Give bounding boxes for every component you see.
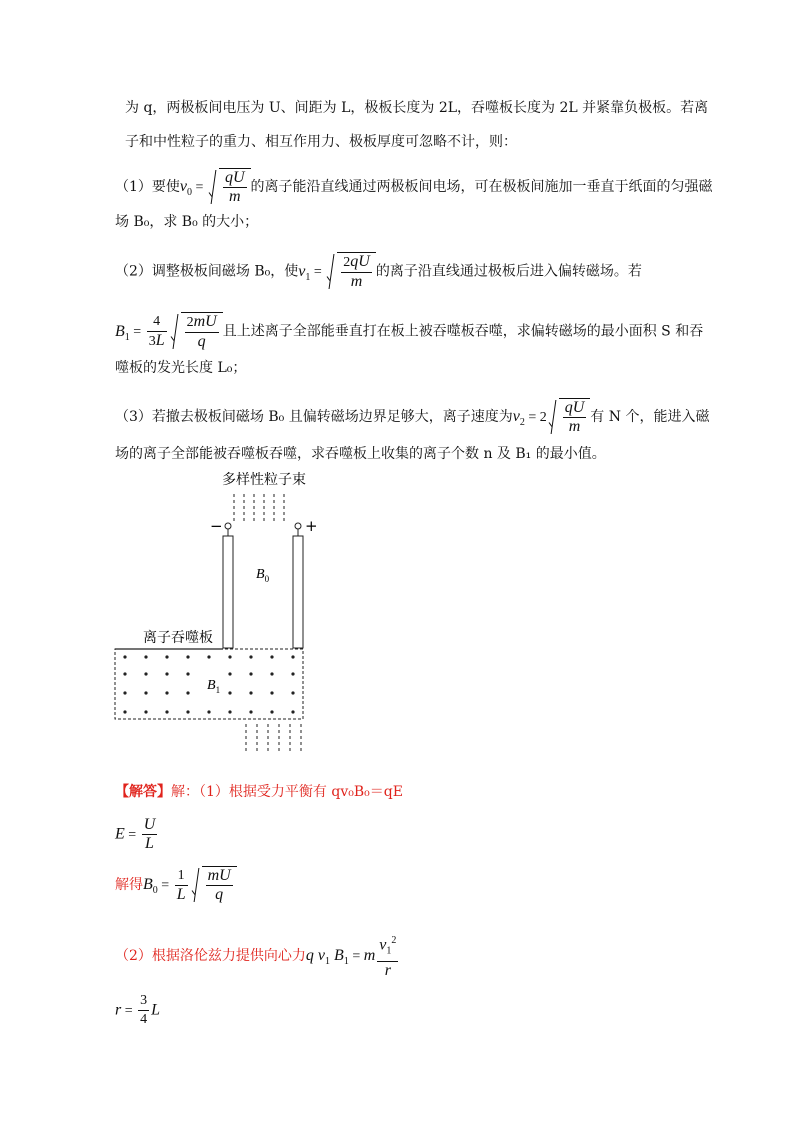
positive-terminal <box>295 523 301 529</box>
solution-step-2-text: （2）根据洛伦兹力提供向心力 <box>115 947 306 964</box>
q3-prefix: （3）若撤去极板间磁场 B₀ 且偏转磁场边界足够大，离子速度为 <box>115 409 513 425</box>
frac-4-3L: $\frac{4}{3L}$ <box>148 313 165 349</box>
q2-line2-suffix: 且上述离子全部能垂直打在板上被吞噬板吞噬，求偏转磁场的最小面积 S 和吞 <box>222 323 704 340</box>
formula-v1: $v_1$ <box>298 262 311 283</box>
formula-r: r = $\frac{3}{4}$ L <box>115 993 161 1027</box>
formula-B0-result: 解得$B_0$ = $\frac{1}{L}$ $\frac{mU}{q}$ <box>115 866 237 904</box>
solution-header: 【解答】 <box>115 784 171 800</box>
sqrt-qU-m-2: $\frac{qU}{m}$ <box>549 398 591 436</box>
plus-sign: + <box>305 517 318 535</box>
particle-beam-bottom <box>246 724 301 754</box>
sqrt-2qU-m: $\frac{2qU}{m}$ <box>327 252 376 291</box>
b1-label: $B_1$ <box>207 678 221 695</box>
question-1: （1）要使$v_0$ = $\frac{qU}{m}$ 的离子能沿直线通过两极板间电场，可在极板间施加一垂直于纸面的匀强磁 <box>115 169 713 205</box>
solution-step-2: （2）根据洛伦兹力提供向心力q $v_1$ $B_1 = m$ $\frac{v_1^2}{r}$ <box>115 932 400 980</box>
question-1-line-2: 场 B₀，求 B₀ 的大小； <box>115 214 259 230</box>
solve-label: 解得 <box>115 877 143 893</box>
question-3-line-2: 场的离子全部能被吞噬板吞噬，求吞噬板上收集的离子个数 n 及 B₁ 的最小值。 <box>115 446 606 462</box>
b0-label: $B_0$ <box>256 567 270 584</box>
q2-prefix: （2）调整极板间磁场 B₀，使 <box>115 263 299 280</box>
problem-line-2: 子和中性粒子的重力、相互作用力、极板厚度可忽略不计，则： <box>125 134 517 150</box>
formula-E: E = $\frac{U}{L}$ <box>115 816 156 852</box>
minus-sign: − <box>210 517 223 535</box>
q3-suffix: 有 N 个，能进入磁 <box>590 409 710 425</box>
formula-B1: $B_1$ <box>115 322 130 343</box>
formula-v0: $v_0$ <box>179 178 193 199</box>
question-2-line-2: $B_1$ = $\frac{4}{3L}$ $\frac{2mU}{q}$ 且上述离子全部能垂直打在板上被吞噬板吞噬，求偏转磁场的最小面积 S 和吞 <box>115 313 704 350</box>
question-2: （2）调整极板间磁场 B₀，使$v_1$ = $\frac{2qU}{m}$ 的离子沿直线通过极板后进入偏转磁场。若 <box>115 253 642 290</box>
absorber-plate-label: 离子吞噬板 <box>143 630 213 646</box>
negative-terminal <box>225 523 231 529</box>
particle-beam-top <box>234 494 284 524</box>
positive-plate <box>293 536 303 648</box>
sqrt-2mU-q: $\frac{2mU}{q}$ <box>171 312 223 351</box>
solution-step-1-text: 解：（1）根据受力平衡有 qv₀B₀＝qE <box>171 784 403 800</box>
beam-label: 多样性粒子束 <box>222 472 306 488</box>
q1-suffix: 的离子能沿直线通过两极板间电场，可在极板间施加一垂直于纸面的匀强磁 <box>250 179 713 195</box>
q1-prefix: （1）要使 <box>115 179 180 195</box>
physics-diagram <box>110 470 340 760</box>
negative-plate <box>223 536 233 648</box>
question-2-line-3: 噬板的发光长度 L₀； <box>115 360 247 376</box>
solution-step-1 <box>115 782 403 802</box>
sqrt-qU-m: $\frac{qU}{m}$ <box>209 168 251 206</box>
question-3: （3）若撤去极板间磁场 B₀ 且偏转磁场边界足够大，离子速度为$v_2 = 2$ $\frac{qU}{m}$ 有 N 个，能进入磁 <box>115 399 710 435</box>
problem-line-1: 为 q，两极板间电压为 U、间距为 L，极板长度为 2L，吞噬板长度为 2L 并紧靠负极板。若离 <box>125 100 709 116</box>
q2-suffix: 的离子沿直线通过极板后进入偏转磁场。若 <box>375 263 642 280</box>
formula-v2: $v_2$ <box>512 408 525 429</box>
